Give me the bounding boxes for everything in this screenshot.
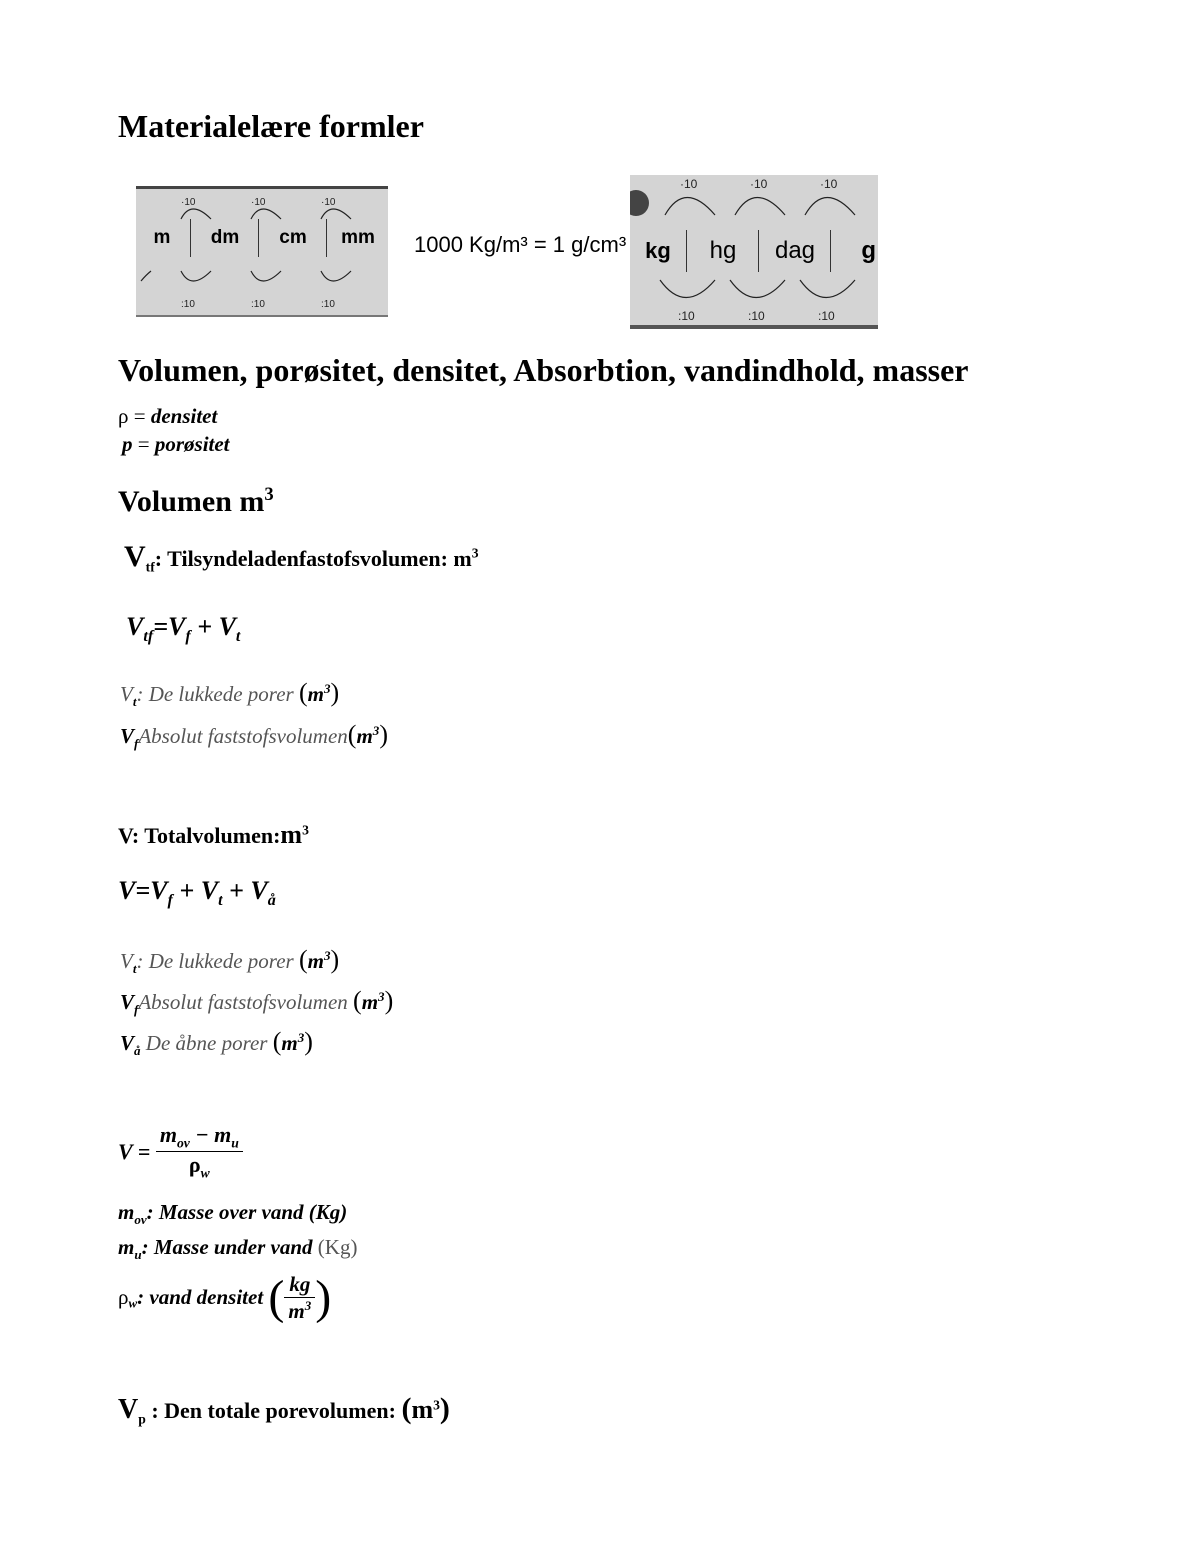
vtf-formula — [126, 612, 240, 646]
def-text: : De lukkede porer — [136, 682, 294, 706]
div-label: :10 — [251, 299, 265, 310]
def-symbol: m — [118, 1235, 135, 1259]
vp-symbol: V — [118, 1394, 139, 1425]
rho-desc: densitet — [150, 404, 218, 428]
exponent: 3 — [372, 723, 380, 738]
formula-sub: ov — [176, 1135, 190, 1151]
unit-cell: cm — [258, 219, 327, 257]
def-unit: m — [281, 1031, 298, 1055]
def-text: Absolut faststofsvolumen — [138, 724, 348, 748]
vp-sub: p — [138, 1411, 146, 1427]
vtf-def-row: $V_t$: De lukkede porer $(m^3)$ — [120, 678, 340, 710]
unit-cell: hg — [686, 230, 759, 272]
vp-label: $V_p$ : Den totale porevolumen: $(m^3)$ — [118, 1392, 450, 1427]
formula-sub: å — [267, 892, 276, 910]
exponent: 3 — [264, 484, 274, 505]
div-label: :10 — [181, 299, 195, 310]
mass-unit-ladder — [630, 175, 878, 329]
formula-term: m — [159, 1122, 177, 1147]
formula-term: V — [200, 876, 219, 905]
formula-op: + — [197, 612, 213, 641]
exponent: 3 — [323, 681, 331, 696]
exponent: 3 — [323, 948, 331, 963]
p-definition: p = porøsitet — [122, 432, 230, 456]
formula-op: + — [179, 876, 195, 905]
unit-cell: dm — [190, 219, 259, 257]
rhow-def: $\rho_w$: vand densitet ( $\frac{kg}{m^3}$ ) — [118, 1271, 332, 1324]
formula-sub: f — [167, 892, 173, 910]
def-sub: f — [134, 736, 139, 752]
formula-term: V — [126, 612, 144, 641]
formula-term: m — [288, 1298, 305, 1323]
def-symbol: V — [120, 1031, 135, 1055]
def-symbol: m — [118, 1200, 135, 1224]
v-fraction-formula — [118, 1122, 243, 1182]
fraction — [284, 1272, 315, 1324]
length-unit-ladder — [136, 186, 388, 317]
page-title: Materialelære formler — [118, 108, 424, 144]
mu-def — [118, 1235, 357, 1263]
unit-cell: m — [153, 227, 171, 248]
def-text: : Masse over vand — [146, 1200, 304, 1224]
formula-sub: f — [185, 628, 191, 646]
v-formula — [118, 876, 276, 910]
div-label: :10 — [321, 299, 335, 310]
vp-unit: m — [411, 1395, 434, 1424]
v-def-row: $V_fAbsolut$ faststofsvolumen $(m^3)$ — [120, 986, 394, 1018]
v-def-row: $V_å$ De åbne porer $(m^3)$ — [120, 1027, 313, 1059]
def-sub: f — [134, 1002, 139, 1018]
def-symbol: V — [120, 724, 135, 748]
volumen-heading-text: Volumen — [118, 485, 232, 518]
def-sub: t — [132, 694, 137, 710]
v-def-row: $V_t$: De lukkede porer $(m^3)$ — [120, 945, 340, 977]
def-sub: ov — [134, 1212, 147, 1228]
def-sub: å — [134, 1043, 141, 1059]
section-heading: Volumen, porøsitet, densitet, Absorbtion, vandindhold, masser — [118, 352, 969, 388]
mov-def — [118, 1200, 347, 1228]
density-conversion: 1000 Kg/m³ = 1 g/cm³ — [414, 232, 627, 257]
def-unit: (Kg) — [317, 1235, 358, 1259]
v-total-text: V: Totalvolumen: — [118, 823, 281, 848]
fraction — [156, 1122, 243, 1182]
fraction-numerator: kg — [284, 1272, 315, 1298]
def-text: : De lukkede porer — [136, 949, 294, 973]
mult-label: ·10 — [820, 177, 838, 191]
formula-term: V — [168, 612, 186, 641]
vp-text: : Den totale porevolumen: — [151, 1398, 396, 1423]
exponent: 3 — [433, 1397, 440, 1413]
unit-cell: dag — [758, 230, 831, 272]
rho-definition: ρ = densitet — [118, 404, 218, 428]
exponent: 3 — [378, 989, 385, 1004]
formula-sub: w — [200, 1165, 210, 1181]
mult-label: ·10 — [750, 177, 768, 191]
def-sub: u — [134, 1247, 142, 1263]
volumen-heading — [118, 484, 274, 519]
formula-sub: tf — [143, 628, 154, 646]
def-symbol: V — [120, 949, 133, 973]
volumen-heading-unit: m — [239, 485, 265, 518]
vtf-sub: tf — [145, 559, 155, 575]
vtf-symbol: V — [124, 540, 146, 573]
v-total-unit: m — [280, 820, 303, 849]
def-unit: (Kg) — [308, 1200, 348, 1224]
def-text: De åbne porer — [145, 1031, 268, 1055]
div-label: :10 — [678, 309, 695, 323]
formula-op: + — [229, 876, 244, 905]
formula-op: − — [195, 1122, 209, 1147]
div-label: :10 — [818, 309, 835, 323]
def-sub: w — [128, 1295, 138, 1311]
formula-term: V — [250, 876, 268, 905]
def-unit: m — [356, 724, 373, 748]
formula-sub: t — [235, 628, 241, 646]
fraction-numerator — [156, 1122, 243, 1152]
unit-cell: mm — [326, 219, 389, 257]
div-label: :10 — [748, 309, 765, 323]
exponent: 3 — [302, 822, 309, 838]
formula-term: V — [218, 612, 236, 641]
def-unit: m — [307, 949, 324, 973]
p-desc: porøsitet — [154, 432, 230, 456]
def-unit: m — [361, 990, 379, 1014]
vtf-text: : Tilsyndeladenfastofsvolumen: m — [154, 546, 472, 571]
v-total-label — [118, 820, 309, 850]
vtf-label — [124, 540, 479, 575]
formula-lhs: V = — [118, 1138, 151, 1164]
p-symbol: p — [122, 432, 133, 456]
def-symbol: ρ — [118, 1285, 129, 1309]
def-unit: m — [307, 682, 324, 706]
exponent: 3 — [471, 545, 479, 561]
fraction-denominator — [284, 1298, 315, 1324]
unit-cell: g — [830, 230, 878, 272]
mult-label: ·10 — [680, 177, 698, 191]
formula-sub: u — [231, 1135, 239, 1151]
formula-term: V — [118, 876, 136, 905]
def-text: : Masse under vand — [141, 1235, 313, 1259]
mult-label: ·10 — [251, 197, 266, 208]
unit-cell: kg — [645, 238, 671, 263]
rho-symbol: ρ — [118, 404, 129, 428]
def-text: : vand densitet — [137, 1285, 264, 1309]
def-symbol: V — [120, 990, 135, 1014]
def-sub: t — [132, 961, 137, 977]
vtf-def-row: $V_fAbsolut$ $faststofsvolumen(m^3)$ — [120, 720, 388, 752]
formula-term: ρ — [188, 1152, 201, 1178]
def-text: Absolut faststofsvolumen — [138, 990, 348, 1014]
def-symbol: V — [120, 682, 133, 706]
mult-label: ·10 — [181, 197, 196, 208]
fraction-denominator — [156, 1152, 243, 1181]
mult-label: ·10 — [321, 197, 336, 208]
exponent: 3 — [304, 1297, 312, 1313]
exponent: 3 — [297, 1030, 305, 1045]
formula-op: = — [153, 612, 169, 641]
formula-op: = — [135, 876, 151, 905]
formula-term: V — [150, 876, 168, 905]
formula-term: m — [214, 1122, 232, 1147]
formula-sub: t — [218, 892, 223, 910]
